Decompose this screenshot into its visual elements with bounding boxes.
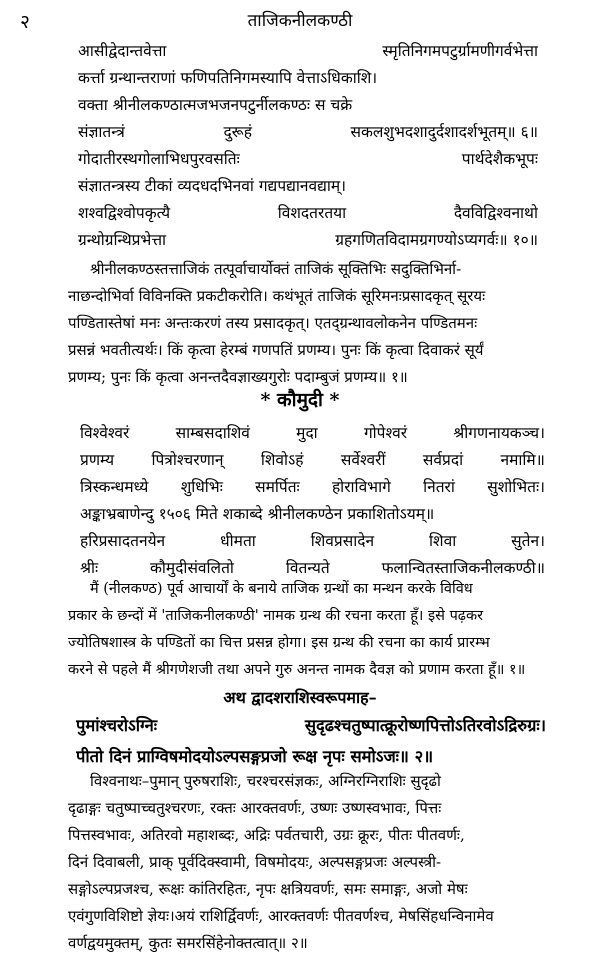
verse-line bbox=[80, 474, 545, 501]
verse-word: हरिप्रसादतनयेन bbox=[80, 532, 166, 550]
hindi-translation bbox=[0, 576, 588, 684]
commentary-line: सङ्गोऽल्पप्रजश्च, रूक्षः कांतिरहितः, नृपः क्षत्रियवर्णः, समः समाङ्गः, अजो मेषः bbox=[68, 880, 468, 898]
commentary-line: श्रीनीलकण्ठस्तत्ताजिकं तत्पूर्वाचार्योक्तं ताजिकं सूक्तिभिः सदुक्तिभिर्ना- bbox=[90, 260, 462, 278]
verse-word: वक्ता श्रीनीलकण्ठात्मजभजनपटुर्नीलकण्ठः स चक्रे bbox=[78, 96, 353, 114]
verse-word: श्रीगणनायकञ्च। bbox=[453, 424, 545, 442]
running-title: ताजिकनीलकण्ठी bbox=[247, 11, 353, 31]
verse-word: साम्बसदाशिवं bbox=[175, 424, 250, 442]
verse-word: पार्थदेशैकभूपः bbox=[461, 150, 538, 168]
verse-word: शिवा bbox=[429, 532, 457, 550]
commentary-block-1 bbox=[0, 256, 588, 391]
kaumudi-heading: * कौमुदी * bbox=[260, 389, 340, 411]
verse-line bbox=[80, 420, 545, 447]
verse-word: सुदृढश्चतुष्पात्क्रूरोष्णपित्तोऽतिरवोऽद्रिरुग्रः। bbox=[304, 716, 546, 735]
page-number: २ bbox=[20, 11, 30, 33]
commentary-line: नाछन्दोभिर्वा विविनक्ति प्रकटीकरोति। कथंभूतं ताजिकं सूरिमनःप्रसादकृत् सूरयः bbox=[68, 287, 486, 305]
commentary-line: दिनं दिवाबली, प्राक् पूर्वदिक्स्वामी, विषमोदयः, अल्पसङ्गप्रजः अल्पस्त्री- bbox=[68, 853, 442, 871]
verse-word: कर्त्ता ग्रन्थान्तराणां फणिपतिनिगमस्यापि वेत्ताऽधिकाशि। bbox=[78, 69, 378, 87]
verse-word: त्रिस्कन्धमध्ये bbox=[80, 478, 149, 496]
verse-word: श्रीः bbox=[80, 559, 99, 577]
verse-word: ग्रहगणितविदामग्रगण्योऽप्यगर्वः॥ १०॥ bbox=[335, 231, 538, 249]
commentary-line: प्रसन्नं भवतीत्यर्थः। किं कृत्वा हेरम्बं गणपतिं प्रणम्य। पुनः किं कृत्वा दिवाकरं सूर्यं bbox=[68, 341, 484, 359]
verse-word: होराविभागे bbox=[331, 478, 391, 496]
verse-word: विश्वेश्वरं bbox=[80, 424, 130, 442]
verse-word: मुदा bbox=[296, 424, 318, 442]
verse-word: पुमांश्चरोऽग्निः bbox=[76, 716, 158, 735]
verse-line bbox=[78, 173, 538, 200]
translation-line: मैं (नीलकण्ठ) पूर्व आचार्यों के बनाये ताजिक ग्रन्थों का मन्थन करके विविध bbox=[90, 581, 473, 597]
verse-word: स्मृतिनिगमपटुर्ग्रामणीगर्वभेत्ता bbox=[382, 42, 538, 60]
verse-word: पित्रोश्चरणान् bbox=[151, 451, 224, 469]
verse-line bbox=[80, 528, 545, 555]
verse-word: विशदतरतया bbox=[277, 204, 347, 222]
commentary-line: प्रणम्य; पुनः किं कृत्वा अनन्तदैवज्ञाख्यगुरोः पदाम्बुजं प्रणम्य॥ १॥ bbox=[68, 368, 408, 386]
verse-word: पीतो दिनं प्राग्विषमोदयोऽल्पसङ्गप्रजो रूक्ष नृपः समोऽजः॥ २॥ bbox=[76, 747, 434, 766]
verse-word: फलान्वितस्ताजिकनीलकण्ठी॥ bbox=[381, 559, 545, 577]
verse-line bbox=[78, 65, 538, 92]
verse-line bbox=[78, 146, 538, 173]
verse-line bbox=[78, 200, 538, 227]
verse-line bbox=[80, 447, 545, 474]
verse-word: गोदातीरस्थगोलाभिधपुरवसतिः bbox=[78, 150, 240, 168]
verse-line bbox=[78, 227, 538, 254]
translation-line: ज्योतिषशास्त्र के पण्डितों का चित्त प्रसन्न होगा। इस ग्रन्थ की रचना का कार्य प्रारम्भ bbox=[68, 635, 490, 651]
verse-word: कौमुदीसंवलितो bbox=[150, 559, 234, 577]
verse-word: सुशोभितः। bbox=[487, 478, 545, 496]
verse-word: नितरां bbox=[423, 478, 455, 496]
verse-word: संज्ञातन्त्रस्य टीकां व्यदधदभिनवां गद्यपद्यानवद्याम्। bbox=[78, 177, 347, 195]
section-subheading: अथ द्वादशराशिस्वरूपमाह– bbox=[223, 688, 377, 707]
verse-word: समर्पितः bbox=[255, 478, 300, 496]
verse-word: शुधिभिः bbox=[180, 478, 223, 496]
translation-line: प्रकार के छन्दों में 'ताजिकनीलकण्ठी' नामक ग्रन्थ की रचना करता हूँ। इसे पढ़कर bbox=[68, 608, 484, 624]
commentary-block-2 bbox=[0, 768, 588, 957]
verse-word: संज्ञातन्त्रं bbox=[78, 123, 125, 141]
commentary-line: दृढाङ्गः चतुष्पाच्चतुश्चरणः, रक्तः आरक्तवर्णः, उष्णः उष्णस्वभावः, पित्तः bbox=[68, 799, 442, 817]
verse-word: सर्वेश्वरीं bbox=[340, 451, 386, 469]
verse-word: गोपेश्वरं bbox=[363, 424, 408, 442]
verse-line bbox=[80, 501, 545, 528]
verse-word: ग्रन्थोग्रन्थिप्रभेत्ता bbox=[78, 231, 167, 249]
commentary-line: पित्तस्वभावः, अतिरवो महाशब्दः, अद्रिः पर्वतचारी, उग्रः क्रूरः, पीतः पीतवर्णः, bbox=[68, 826, 465, 844]
commentary-line: विश्वनाथः–पुमान् पुरुषराशिः, चरश्चरसंज्ञकः, अग्निरग्निराशिः सुदृढो bbox=[90, 772, 441, 790]
page-header bbox=[20, 8, 580, 34]
verse-word: सर्वप्रदां bbox=[422, 451, 464, 469]
verse-line bbox=[76, 710, 546, 741]
verse-word: सुतेन। bbox=[511, 532, 545, 550]
verse-line bbox=[78, 119, 538, 146]
commentary-line: एवंगुणविशिष्टो ज्ञेयः।अयं राशिर्द्विवर्णः, आरक्तवर्णः पीतवर्णश्च, मेषसिंहधन्विनामेव bbox=[68, 907, 494, 925]
verse-word: धीमता bbox=[220, 532, 256, 550]
verse-word: नमामि॥ bbox=[500, 451, 545, 469]
verse-line bbox=[78, 92, 538, 119]
commentary-line: वर्णद्वयमुक्तम्, कुतः समरसिंहेनोक्तत्वात्॥ २॥ bbox=[68, 934, 308, 952]
verse-line bbox=[78, 38, 538, 65]
verse-block-1 bbox=[0, 38, 538, 254]
verse-word: दुरूहं bbox=[223, 123, 252, 141]
verse-word: दैवविद्विश्वनाथो bbox=[453, 204, 538, 222]
verse-word: शिवोऽहं bbox=[260, 451, 304, 469]
verse-word: वितन्यते bbox=[285, 559, 330, 577]
verse-word: आसीद्वेदान्तवेत्ता bbox=[78, 42, 167, 60]
verse-word: सकलशुभदशादुर्दशादर्शभूतम्॥ ६॥ bbox=[350, 123, 538, 141]
verse-word: शिवप्रसादेन bbox=[310, 532, 375, 550]
verse-block-2 bbox=[0, 420, 545, 582]
commentary-line: पण्डितास्तेषां मनः अन्तःकरणं तस्य प्रसादकृत्। एतद्ग्रन्थावलोकनेन पण्डितमनः bbox=[68, 314, 478, 332]
translation-line: करने से पहले मैं श्रीगणेशजी तथा अपने गुरु अनन्त नामक दैवज्ञ को प्रणाम करता हूँ॥ १॥ bbox=[68, 662, 526, 678]
verse-word: शश्वद्विश्वोपकृत्यै bbox=[78, 204, 171, 222]
verse-word: प्रणम्य bbox=[80, 451, 115, 469]
verse-block-3 bbox=[0, 710, 546, 772]
verse-word: अङ्काभ्रबाणेन्दु १५०६ मिते शकाब्दे श्रीनीलकण्ठेन प्रकाशितोऽयम्॥ bbox=[80, 505, 435, 523]
